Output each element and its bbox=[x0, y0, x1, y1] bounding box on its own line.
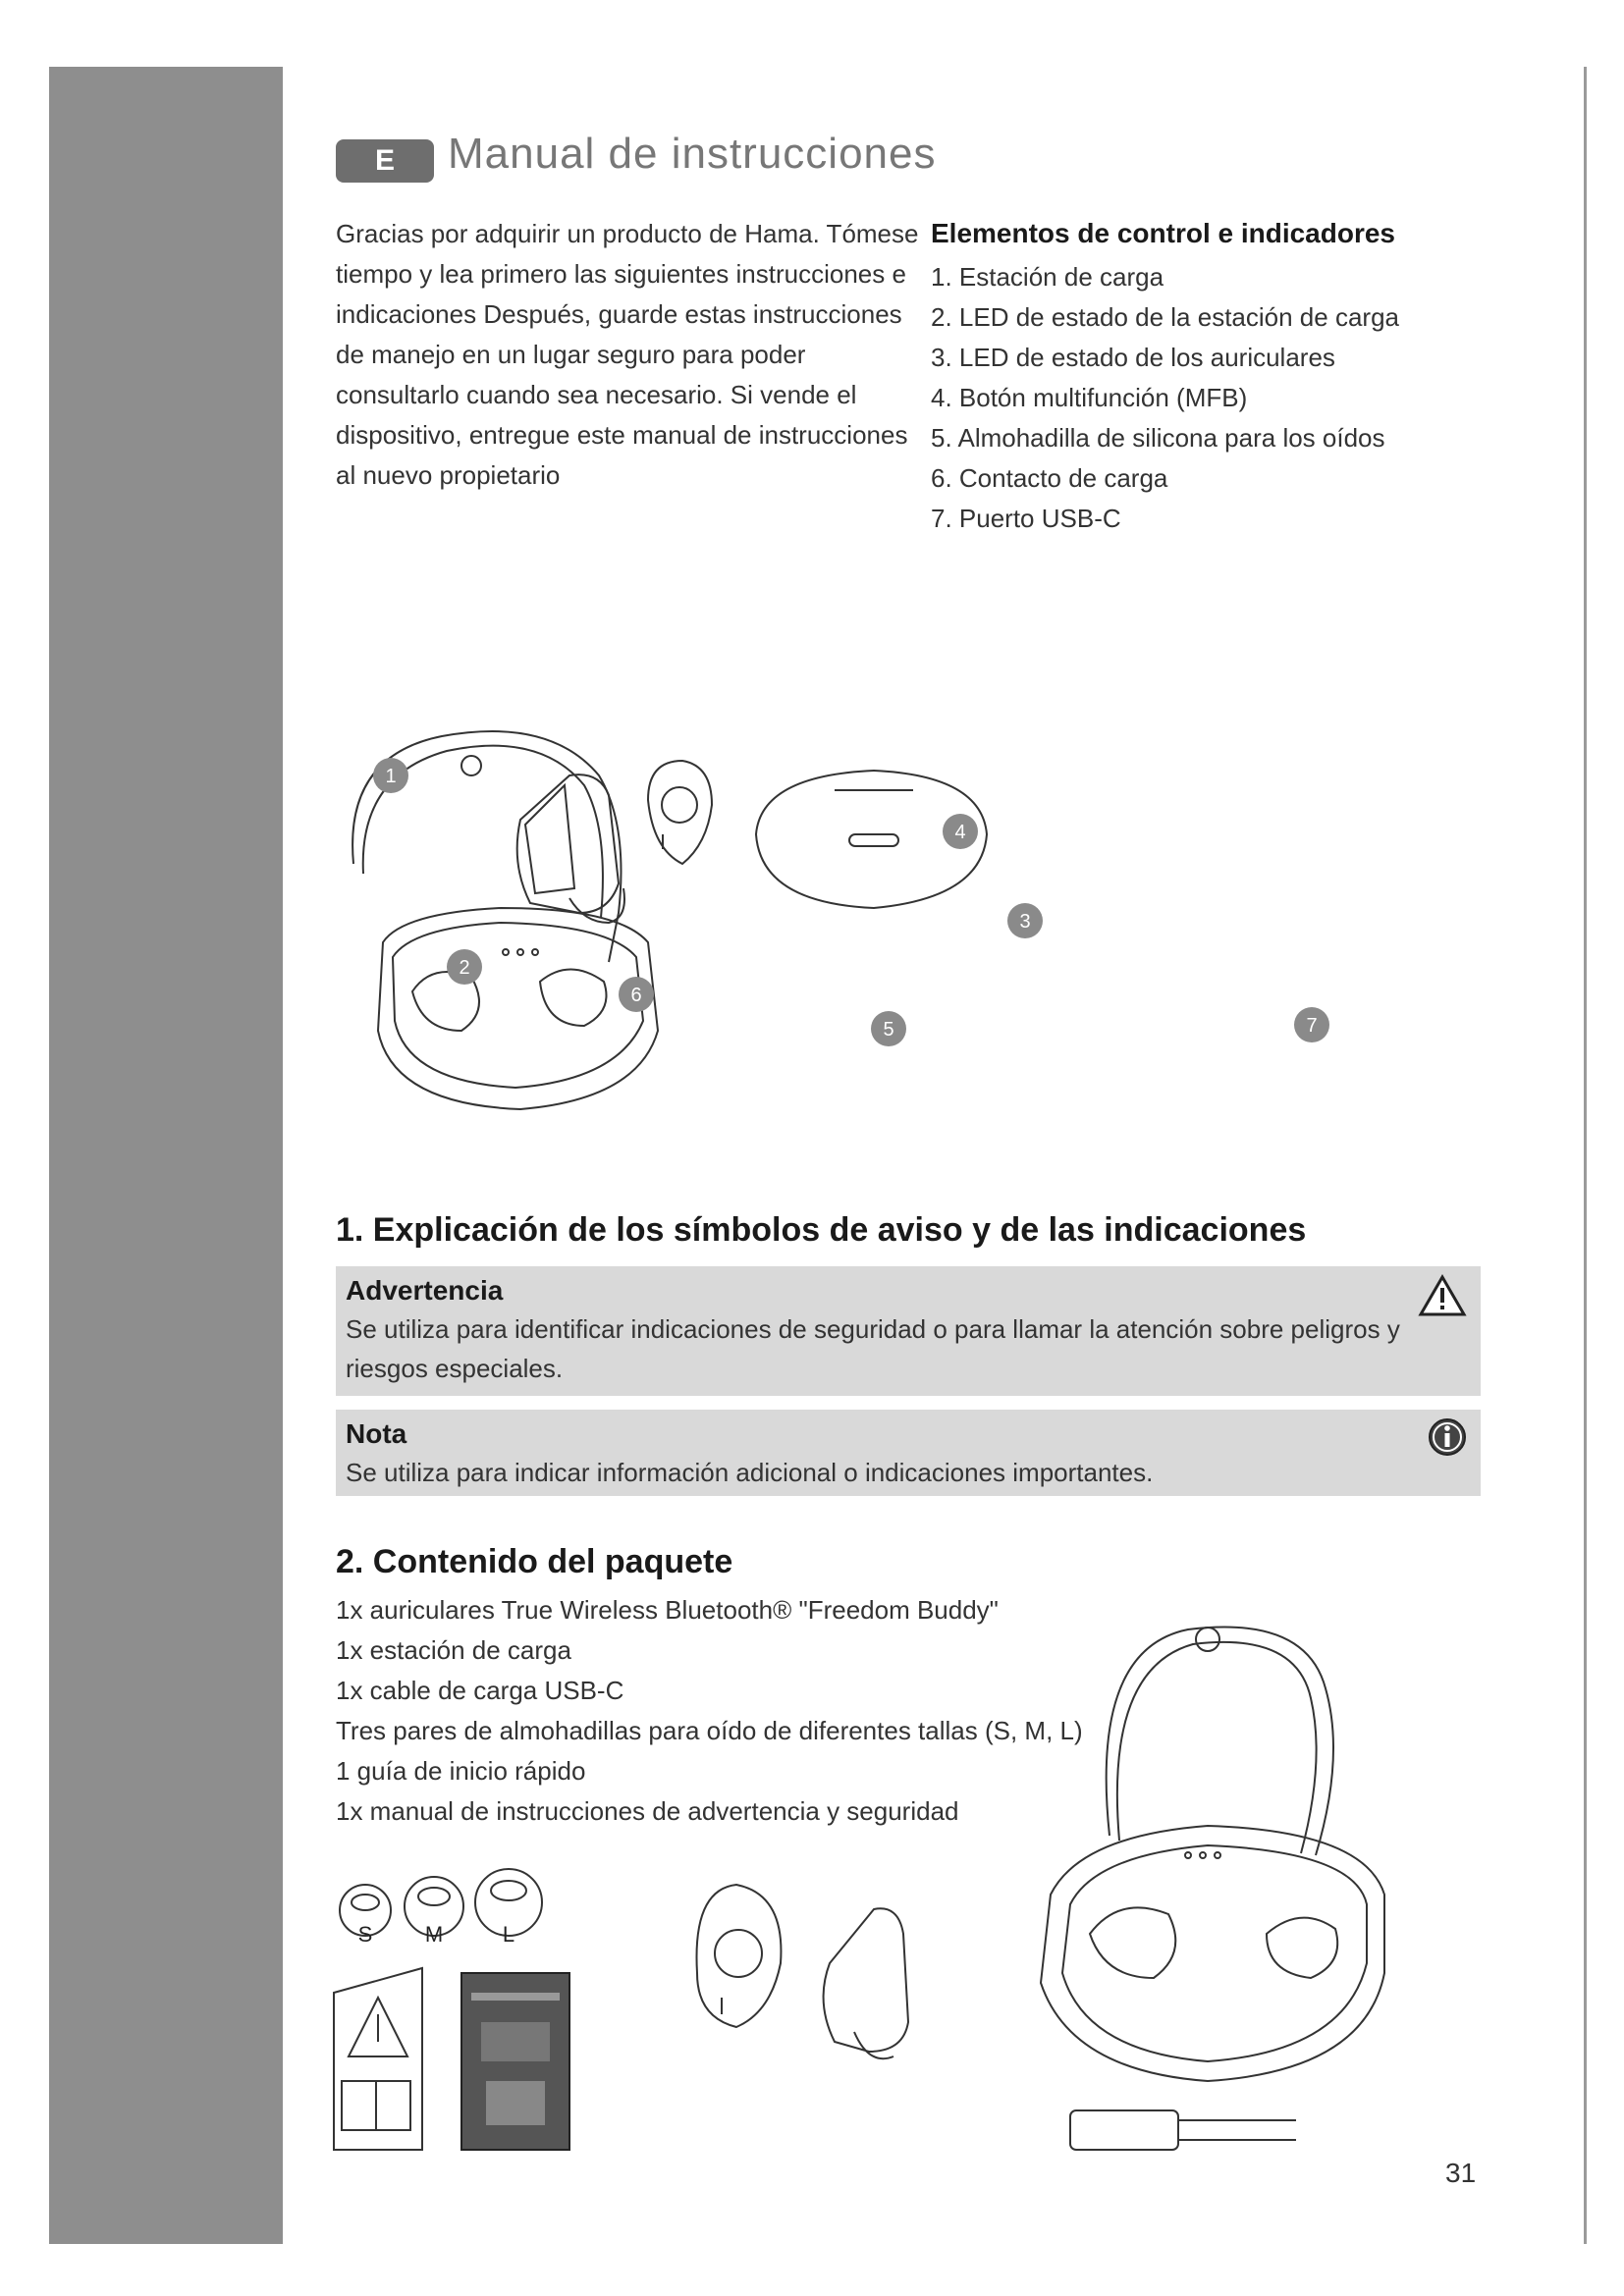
open-case-illustration bbox=[1041, 1628, 1384, 2082]
controls-item: 5. Almohadilla de silicona para los oídos bbox=[931, 423, 1385, 453]
section1-heading: 1. Explicación de los símbolos de aviso y de las indicaciones bbox=[336, 1211, 1307, 1249]
package-illustration bbox=[324, 1561, 1492, 2169]
package-item: Tres pares de almohadillas para oído de diferentes tallas (S, M, L) bbox=[336, 1716, 1083, 1745]
note-box bbox=[336, 1410, 1481, 1496]
language-tag: E bbox=[336, 139, 434, 183]
callout-1 bbox=[373, 758, 408, 793]
package-item: 1x manual de instrucciones de advertencia y seguridad bbox=[336, 1796, 959, 1826]
controls-item: 1. Estación de carga bbox=[931, 262, 1164, 292]
diagram-callouts bbox=[324, 717, 1502, 1198]
svg-text:1: 1 bbox=[385, 766, 397, 787]
right-margin-line bbox=[1584, 67, 1587, 2244]
package-item: 1x cable de carga USB-C bbox=[336, 1676, 624, 1705]
section2-heading: 2. Contenido del paquete bbox=[336, 1543, 733, 1580]
note-title: Nota bbox=[346, 1418, 407, 1449]
package-item: 1 guía de inicio rápido bbox=[336, 1756, 586, 1786]
safety-leaflet-illustration bbox=[334, 1968, 422, 2150]
callout-3 bbox=[1007, 903, 1043, 938]
eartip-size-m: M bbox=[424, 1922, 444, 1947]
page-number: 31 bbox=[1445, 2158, 1477, 2188]
controls-section bbox=[931, 214, 1520, 539]
controls-item: 7. Puerto USB-C bbox=[931, 504, 1121, 533]
info-circle-icon bbox=[1428, 1417, 1467, 1457]
svg-text:5: 5 bbox=[883, 1019, 894, 1041]
controls-item: 2. LED de estado de la estación de carga bbox=[931, 302, 1399, 332]
warning-box bbox=[336, 1266, 1481, 1396]
eartip-size-l: L bbox=[502, 1922, 515, 1947]
usb-c-cable-illustration bbox=[1070, 2110, 1296, 2150]
controls-item: 3. LED de estado de los auriculares bbox=[931, 343, 1335, 372]
callout-4 bbox=[943, 814, 978, 849]
controls-heading: Elementos de control e indicadores bbox=[931, 218, 1396, 248]
warning-title: Advertencia bbox=[346, 1275, 504, 1306]
package-item: 1x auriculares True Wireless Bluetooth® "Freedom Buddy" bbox=[336, 1595, 999, 1625]
note-text: Se utiliza para indicar información adicional o indicaciones importantes. bbox=[346, 1458, 1154, 1487]
svg-text:2: 2 bbox=[459, 957, 470, 979]
controls-item: 6. Contacto de carga bbox=[931, 463, 1168, 493]
svg-text:4: 4 bbox=[954, 822, 966, 843]
controls-list bbox=[931, 257, 1520, 539]
callout-7 bbox=[1294, 1007, 1329, 1042]
svg-text:3: 3 bbox=[1019, 911, 1031, 933]
callout-6 bbox=[619, 977, 654, 1012]
package-item: 1x estación de carga bbox=[336, 1635, 571, 1665]
svg-text:7: 7 bbox=[1306, 1015, 1318, 1037]
warning-text: Se utiliza para identificar indicaciones de seguridad o para llamar la atención sobre peligros y riesgos especiales. bbox=[346, 1314, 1400, 1383]
svg-text:6: 6 bbox=[630, 985, 642, 1006]
page-title: Manual de instrucciones bbox=[448, 130, 937, 178]
sidebar-band bbox=[49, 67, 283, 2244]
intro-paragraph bbox=[336, 214, 925, 496]
intro-text: Gracias por adquirir un producto de Hama. Tómese tiempo y lea primero las siguientes instrucciones e indicaciones Después, guarde estas instrucciones de manejo en un lugar seguro para poder consultarlo cuando sea necesario. Si vende el dispositivo, entregue este manual de instrucciones al nuevo propietario bbox=[336, 219, 919, 490]
earbud-pair-illustration bbox=[697, 1885, 909, 2058]
controls-item: 4. Botón multifunción (MFB) bbox=[931, 383, 1248, 412]
warning-triangle-icon bbox=[1418, 1274, 1467, 1317]
eartip-size-s: S bbox=[357, 1922, 373, 1947]
callout-2 bbox=[447, 949, 482, 985]
callout-5 bbox=[871, 1011, 906, 1046]
quick-guide-illustration bbox=[461, 1973, 569, 2150]
